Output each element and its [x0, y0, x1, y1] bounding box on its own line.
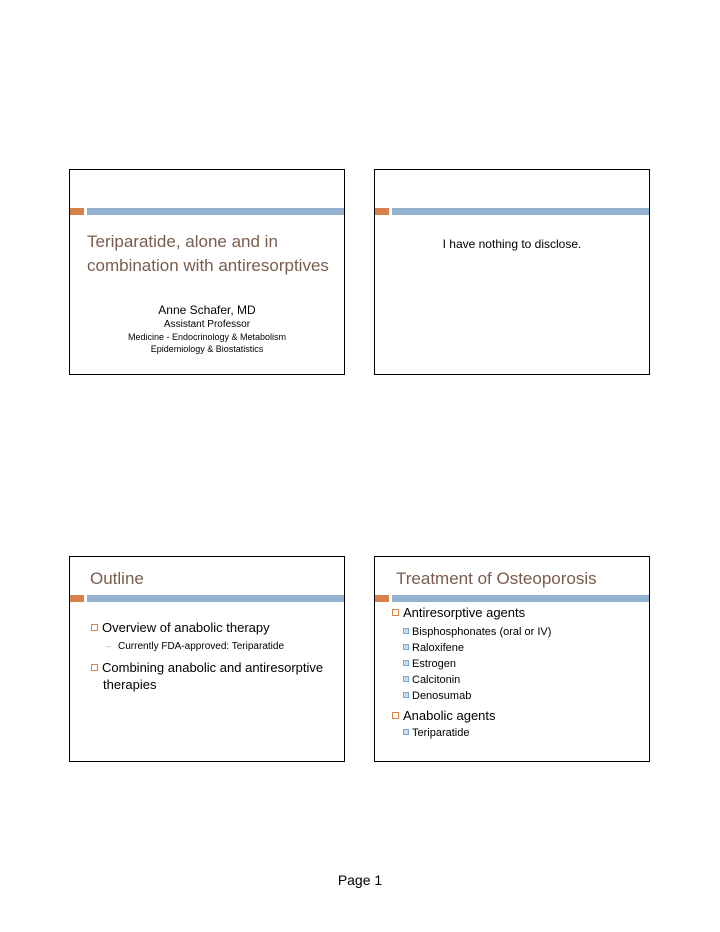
- accent-bar-orange: [70, 208, 84, 215]
- author-department: Medicine - Endocrinology & Metabolism: [127, 332, 287, 342]
- slide-treatment: [374, 556, 650, 762]
- sub-bullet-square-icon: [403, 660, 409, 666]
- dash-icon: –: [106, 641, 112, 651]
- sub-bullet-square-icon: [403, 676, 409, 682]
- disclosure-text: I have nothing to disclose.: [442, 237, 582, 251]
- title-line-2: combination with antiresorptives: [87, 256, 329, 275]
- bullet-item: Combining anabolic and antiresorptive: [91, 659, 323, 676]
- slide-heading: Treatment of Osteoporosis: [396, 569, 597, 588]
- sub-bullet-item: – Currently FDA-approved: Teriparatide: [106, 638, 284, 655]
- accent-bar-blue: [87, 208, 344, 215]
- sub-bullet-item: Estrogen: [403, 656, 456, 673]
- bullet-item-continuation: therapies: [103, 677, 157, 692]
- sub-bullet-item: Teriparatide: [403, 725, 469, 742]
- sub-bullet-item: Calcitonin: [403, 672, 460, 689]
- sub-bullet-square-icon: [403, 729, 409, 735]
- accent-bar-orange: [375, 208, 389, 215]
- slide-disclosure: [374, 169, 650, 375]
- slide-outline: [69, 556, 345, 762]
- bullet-square-icon: [91, 624, 98, 631]
- accent-bar-blue: [392, 595, 649, 602]
- accent-bar-orange: [375, 595, 389, 602]
- bullet-square-icon: [392, 712, 399, 719]
- accent-bar-blue: [87, 595, 344, 602]
- bullet-square-icon: [392, 609, 399, 616]
- bullet-item: Overview of anabolic therapy: [91, 619, 270, 636]
- slide-title: [69, 169, 345, 375]
- bullet-item: Antiresorptive agents: [392, 604, 525, 621]
- bullet-item: Anabolic agents: [392, 707, 496, 724]
- page-number: Page 1: [337, 872, 383, 888]
- author-position: Assistant Professor: [163, 319, 251, 330]
- slide-heading: Outline: [90, 569, 144, 588]
- sub-bullet-item: Denosumab: [403, 688, 471, 705]
- sub-bullet-square-icon: [403, 692, 409, 698]
- title-line-1: Teriparatide, alone and in: [87, 232, 278, 251]
- slide-title-heading: [87, 230, 329, 278]
- sub-bullet-square-icon: [403, 644, 409, 650]
- accent-bar-orange: [70, 595, 84, 602]
- sub-bullet-item: Raloxifene: [403, 640, 464, 657]
- bullet-square-icon: [91, 664, 98, 671]
- sub-bullet-item: Bisphosphonates (oral or IV): [403, 624, 551, 641]
- sub-bullet-square-icon: [403, 628, 409, 634]
- author-division: Epidemiology & Biostatistics: [150, 344, 264, 354]
- accent-bar-blue: [392, 208, 649, 215]
- author-name: Anne Schafer, MD: [158, 303, 256, 317]
